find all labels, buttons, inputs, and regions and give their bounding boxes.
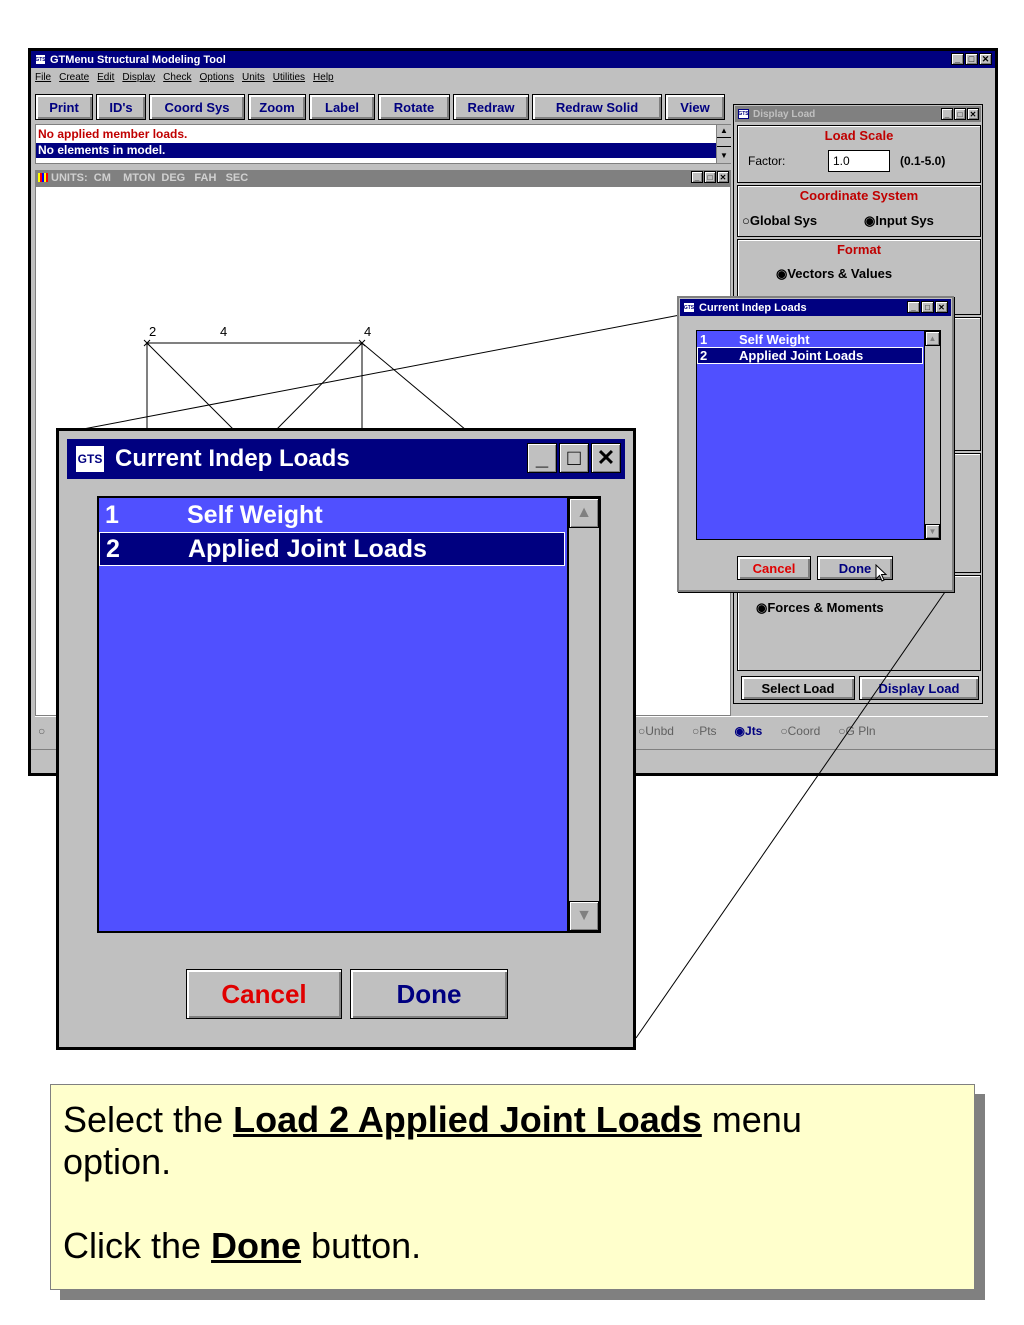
menu-help[interactable]: Help (313, 71, 334, 83)
radio-unchecked-icon: ○ (742, 213, 750, 228)
radio-unchecked-icon: ○ (838, 724, 846, 738)
maximize-icon[interactable]: □ (954, 108, 966, 120)
menu-utilities[interactable]: Utilities (272, 71, 306, 83)
menu-display[interactable]: Display (122, 71, 156, 83)
instruction-done-highlight: Done (211, 1225, 302, 1266)
gts-logo-icon: GTS (35, 54, 46, 65)
factor-range: (0.1-5.0) (900, 154, 946, 168)
instruction-line-2: Click the Done button. (63, 1225, 422, 1266)
small-dialog-title-bar[interactable] (680, 299, 951, 316)
status-option-pts[interactable]: ○Pts (691, 724, 717, 738)
ids-button[interactable]: ID's (96, 94, 146, 120)
close-icon[interactable]: ✕ (967, 108, 979, 120)
status-option-g-pln[interactable]: ○G Pln (838, 724, 876, 738)
menu-create[interactable]: Create (59, 71, 90, 83)
brace-1 (147, 343, 234, 430)
select-load-button[interactable]: Select Load (741, 676, 855, 700)
maximize-icon[interactable]: □ (965, 53, 978, 65)
display-load-title: Display Load (753, 108, 816, 120)
big-indep-loads-dialog (56, 428, 636, 1050)
instruction-line-1: Select the Load 2 Applied Joint Loads menu option. (63, 1099, 802, 1182)
redraw-solid-button[interactable]: Redraw Solid (532, 94, 662, 120)
minimize-icon[interactable]: _ (951, 53, 964, 65)
scroll-up-icon[interactable]: ▲ (925, 331, 940, 346)
close-icon[interactable]: ✕ (979, 53, 992, 65)
scroll-up-icon[interactable]: ▲ (569, 498, 599, 528)
callout-line-bottom (636, 592, 945, 1038)
message-line-1: No applied member loads. (38, 127, 188, 141)
rotate-button[interactable]: Rotate (378, 94, 450, 120)
minimize-icon[interactable]: _ (941, 108, 953, 120)
status-option-jts[interactable]: ◉Jts (734, 724, 763, 738)
radio-checked-icon: ◉ (734, 724, 746, 738)
print-button[interactable]: Print (35, 94, 93, 120)
small-done-button[interactable]: Done (817, 556, 893, 580)
close-icon[interactable]: ✕ (591, 443, 621, 473)
format-heading: Format (836, 242, 882, 257)
menu-file[interactable]: File (35, 71, 52, 83)
zoom-button[interactable]: Zoom (248, 94, 306, 120)
radio-unchecked-icon: ○ (691, 724, 700, 738)
small-list-scrollbar[interactable] (924, 331, 940, 539)
brace-2 (276, 343, 362, 430)
instruction-load-highlight: Load 2 Applied Joint Loads (233, 1099, 702, 1140)
big-load-list[interactable] (97, 496, 601, 933)
big-cancel-button[interactable]: Cancel (186, 969, 342, 1019)
radio-unchecked-icon: ○ (638, 724, 646, 738)
factor-label: Factor: (748, 154, 786, 168)
small-dialog-title: Current Indep Loads (699, 301, 807, 314)
callout-line-top (78, 315, 680, 430)
vectors-values-radio[interactable]: ◉Vectors & Values (776, 266, 893, 281)
status-option-unbd[interactable]: ○Unbd (638, 724, 674, 738)
forces-moments-radio[interactable]: ◉Forces & Moments (756, 600, 884, 615)
main-window-title: GTMenu Structural Modeling Tool (50, 53, 226, 66)
view-button[interactable]: View (665, 94, 725, 120)
coord-sys-button[interactable]: Coord Sys (149, 94, 245, 120)
minimize-icon[interactable]: _ (907, 301, 920, 313)
menu-options[interactable]: Options (199, 71, 234, 83)
coordinate-system-heading: Coordinate System (799, 188, 919, 203)
big-dialog-title: Current Indep Loads (115, 445, 350, 472)
big-dialog-title-bar[interactable] (67, 439, 625, 479)
radio-checked-icon: ◉ (756, 600, 768, 615)
scroll-up-icon[interactable]: ▲ (720, 126, 728, 135)
menu-units[interactable]: Units (242, 71, 265, 83)
node-label: 4 (220, 324, 228, 339)
maximize-icon[interactable]: □ (559, 443, 589, 473)
redraw-button[interactable]: Redraw (453, 94, 529, 120)
message-line-2: No elements in model. (36, 143, 716, 158)
menu-edit[interactable]: Edit (97, 71, 115, 83)
scroll-down-icon[interactable]: ▼ (720, 151, 728, 160)
minimize-icon[interactable]: _ (527, 443, 557, 473)
gts-logo-icon: GTS (738, 111, 749, 117)
mouse-cursor-icon (875, 564, 889, 584)
units-close-icon[interactable]: ✕ (717, 171, 729, 183)
small-load-list[interactable] (696, 330, 941, 540)
status-option-coord[interactable]: ○Coord (780, 724, 821, 738)
global-sys-radio[interactable]: ○Global Sys (742, 213, 818, 228)
radio-checked-icon: ◉ (864, 213, 876, 228)
units-minimize-icon[interactable]: _ (691, 171, 703, 183)
display-load-button[interactable]: Display Load (859, 676, 979, 700)
node-label: 4 (364, 324, 372, 339)
radio-unchecked-icon: ○ (780, 724, 788, 738)
node-label: 2 (149, 324, 157, 339)
big-done-button[interactable]: Done (350, 969, 508, 1019)
small-indep-loads-dialog (677, 296, 954, 592)
status-radio-partial-icon[interactable]: ○ (38, 724, 46, 738)
load-scale-heading: Load Scale (824, 128, 894, 143)
menu-check[interactable]: Check (163, 71, 192, 83)
radio-checked-icon: ◉ (776, 266, 788, 281)
instruction-box (50, 1084, 975, 1290)
input-sys-radio[interactable]: ◉Input Sys (864, 213, 934, 228)
list-item[interactable]: 1 Self Weight (700, 332, 810, 347)
scroll-down-icon[interactable]: ▼ (925, 524, 940, 539)
list-item[interactable]: 1 Self Weight (105, 500, 323, 529)
gts-logo-icon: GTS (75, 445, 105, 473)
maximize-icon[interactable]: □ (921, 301, 934, 313)
gts-logo-icon: GTS (683, 302, 695, 313)
big-list-scrollbar[interactable] (567, 498, 599, 931)
label-button[interactable]: Label (309, 94, 375, 120)
units-maximize-icon[interactable]: □ (704, 171, 716, 183)
close-icon[interactable]: ✕ (935, 301, 948, 313)
scroll-down-icon[interactable]: ▼ (569, 901, 599, 931)
brace-3 (362, 343, 466, 430)
small-cancel-button[interactable]: Cancel (737, 556, 811, 580)
list-item-selected[interactable]: 2 Applied Joint Loads (99, 532, 565, 566)
list-item-selected[interactable]: 2 Applied Joint Loads (697, 347, 923, 364)
units-label: UNITS: CM MTON DEG FAH SEC (51, 172, 249, 184)
